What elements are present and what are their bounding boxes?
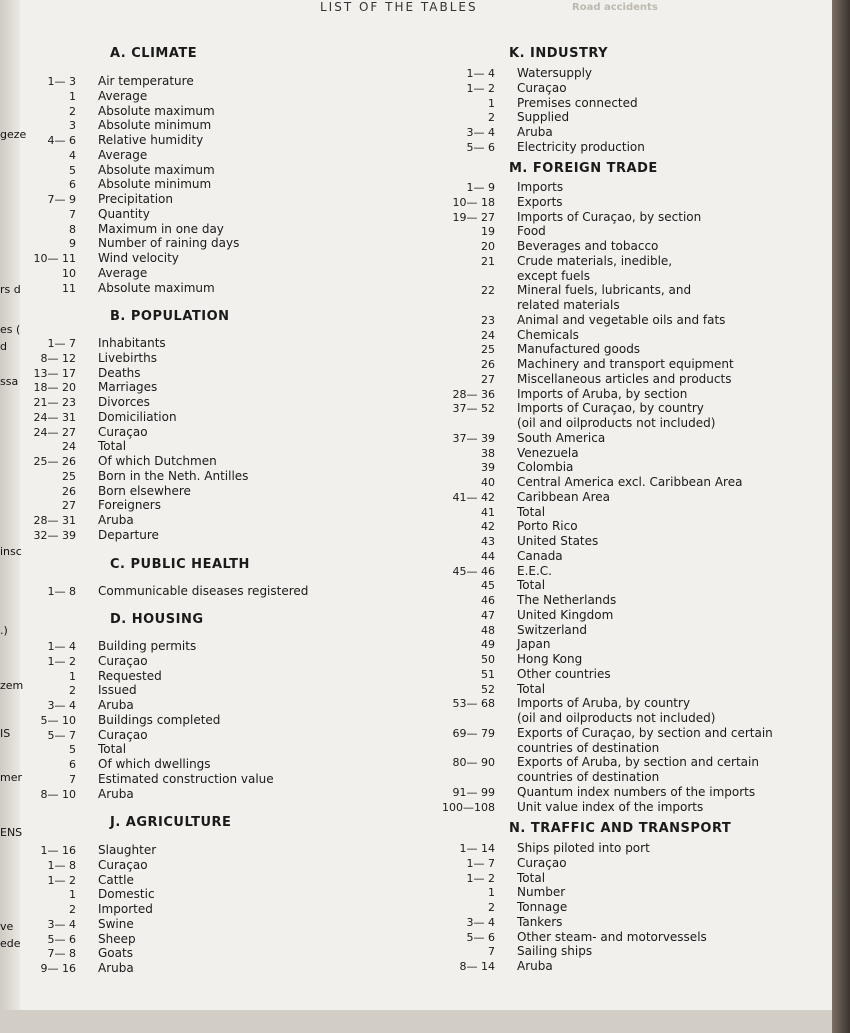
margin-fragment: rs d [0,283,21,296]
section-heading: M. FOREIGN TRADE [509,161,658,176]
table-number: 19 [481,225,495,239]
table-label: Departure [98,527,159,542]
table-label: Total [517,504,546,519]
table-label: Ships piloted into port [517,841,650,855]
margin-fragment: ve [0,920,14,933]
table-label: Estimated construction value [98,771,274,786]
table-label: Curaçao [98,424,148,439]
table-number: 51 [481,667,495,681]
table-number: 80— 90 [452,756,495,770]
table-label: Aruba [98,786,134,801]
table-label: Imports of Curaçao, by country [517,401,704,416]
table-number: 2 [69,104,76,118]
table-number: 45 [481,579,495,593]
table-number: 5— 6 [47,932,76,946]
table-number: 41— 42 [452,490,495,504]
table-label: Total [98,742,127,757]
table-label: Imports of Aruba, by country [517,696,691,711]
table-number: 7 [69,772,76,786]
table-number: 26 [481,358,495,371]
table-number: 1— 4 [47,640,76,653]
table-label: Curaçao [517,80,567,95]
table-number: 1 [488,886,495,900]
margin-fragment: es ( [0,323,21,336]
table-label: Caribbean Area [517,489,611,504]
table-number: 2 [69,903,76,916]
table-label: Supplied [517,110,570,125]
table-number: 37— 52 [452,402,495,416]
table-label: Animal and vegetable oils and fats [517,312,726,327]
table-number: 20 [481,240,495,253]
table-label: Livebirths [98,350,157,365]
table-number: 2 [488,111,495,125]
table-label: Average [98,88,148,103]
table-label: Relative humidity [98,133,204,147]
page-gutter [0,0,23,1010]
table-label: except fuels [517,268,590,283]
section-heading: K. INDUSTRY [509,46,609,61]
table-number: 13— 17 [33,366,76,380]
table-label: Imported [98,902,153,916]
table-label: Miscellaneous articles and products [517,371,732,386]
table-number: 1— 8 [47,585,76,598]
table-number: 47 [481,608,495,622]
table-label: Watersupply [517,66,592,80]
table-number: 6 [69,758,76,771]
table-number: 3— 4 [466,126,495,139]
table-number: 3 [69,119,76,133]
table-label: Absolute maximum [98,162,215,177]
table-label: Average [98,265,148,280]
table-label: Premises connected [517,95,638,110]
table-label: Food [517,224,546,239]
table-label: Of which dwellings [98,757,211,771]
table-label: countries of destination [517,740,660,755]
table-label: Aruba [98,698,134,712]
table-number: 21 [481,254,495,268]
table-number: 25— 26 [33,455,76,468]
table-label: Divorces [98,395,150,409]
table-label: Absolute maximum [98,103,215,118]
table-label: Foreigners [98,498,161,513]
table-label: Aruba [98,513,134,527]
table-number: 1— 16 [40,844,76,857]
table-number: 41 [481,505,495,519]
table-label: Domiciliation [98,409,177,424]
table-number: 8— 14 [459,960,495,973]
margin-fragment: IS [0,727,11,740]
table-number: 10— 11 [33,252,76,265]
table-label: Maximum in one day [98,221,224,236]
table-number: 25 [62,469,76,483]
table-number: 24 [62,440,76,454]
table-number: 3— 4 [466,915,495,929]
table-label: Number [517,885,566,900]
table-number: 37— 39 [452,431,495,445]
table-label: Manufactured goods [517,342,641,357]
table-label: Curaçao [98,727,148,742]
table-number: 1 [69,888,76,902]
table-label: Other steam- and motorvessels [517,929,707,944]
table-number: 23 [481,313,495,327]
table-number: 3— 4 [47,917,76,931]
table-label: Electricity production [517,139,645,154]
table-label: Other countries [517,666,611,681]
table-number: 49 [481,638,495,652]
section-heading: D. HOUSING [110,612,204,627]
margin-fragment: zem [0,679,24,692]
table-number: 5— 6 [466,140,495,154]
table-number: 10 [62,266,76,280]
table-number: 3— 4 [47,699,76,712]
page-title: LIST OF THE TABLES [320,0,478,14]
table-number: 22 [481,284,495,298]
table-label: Imports of Curaçao, by section [517,209,702,224]
table-label: Building permits [98,639,197,653]
table-number: 5 [69,743,76,757]
table-label: Aruba [517,125,553,139]
table-number: 53— 68 [452,697,495,711]
table-number: 1 [69,669,76,683]
table-number: 8— 10 [40,787,76,801]
table-label: Japan [517,637,551,652]
table-number: 100—108 [442,800,495,814]
section-heading: A. CLIMATE [110,46,198,61]
table-label: Air temperature [98,74,194,88]
table-number: 10— 18 [452,195,495,209]
table-number: 69— 79 [452,726,495,740]
table-number: 1— 2 [47,654,76,668]
margin-fragment: mer [0,771,23,784]
table-label: Machinery and transport equipment [517,357,734,371]
table-number: 27 [62,499,76,513]
table-label: Tonnage [517,900,568,914]
table-label: South America [517,430,606,445]
table-number: 1— 2 [466,871,495,885]
table-number: 5— 10 [40,713,76,727]
table-number: 1— 3 [47,75,76,88]
table-label: Mineral fuels, lubricants, and [517,283,692,298]
table-number: 45— 46 [452,564,495,578]
table-number: 91— 99 [452,785,495,799]
table-number: 44 [481,549,495,563]
section-heading: N. TRAFFIC AND TRANSPORT [509,821,732,836]
table-number: 32— 39 [33,528,76,542]
table-number: 42 [481,520,495,534]
table-label: Unit value index of the imports [517,799,704,814]
table-label: Beverages and tobacco [517,239,659,253]
table-number: 1— 4 [466,67,495,80]
table-label: Switzerland [517,622,587,637]
table-number: 24— 31 [33,410,76,424]
table-number: 7 [488,945,495,959]
table-label: Issued [98,683,137,698]
table-number: 7 [69,207,76,221]
table-label: Quantum index numbers of the imports [517,784,756,799]
table-number: 38 [481,446,495,460]
table-number: 1— 8 [47,858,76,872]
table-number: 52 [481,682,495,696]
table-label: Curaçao [98,653,148,668]
table-number: 39 [481,461,495,475]
table-number: 1— 2 [47,873,76,887]
book-binding [832,0,850,1033]
table-number: 1 [69,89,76,103]
table-number: 2 [69,684,76,698]
margin-fragment: geze [0,128,27,141]
table-label: Sheep [98,931,136,946]
table-number: 1— 2 [466,81,495,95]
table-number: 28— 31 [33,514,76,527]
section-heading: J. AGRICULTURE [110,815,232,830]
table-label: Buildings completed [98,712,221,727]
table-label: Swine [98,916,134,931]
table-number: 7— 9 [47,193,76,206]
table-label: Aruba [98,961,134,975]
table-number: 24 [481,328,495,342]
table-label: Born in the Neth. Antilles [98,468,249,483]
table-label: Exports [517,194,563,209]
table-label: Domestic [98,887,155,902]
table-label: United States [517,534,599,548]
table-label: Colombia [517,460,574,475]
table-number: 18— 20 [33,381,76,395]
table-label: Goats [98,946,133,961]
table-number: 21— 23 [33,396,76,409]
table-label: Precipitation [98,192,174,206]
table-label: Porto Rico [517,519,578,534]
table-label: Canada [517,548,563,563]
table-number: 25 [481,343,495,357]
table-number: 4 [69,148,76,162]
table-label: Exports of Aruba, by section and certain [517,755,759,770]
page-bottom-edge [0,1010,832,1033]
section-heading: B. POPULATION [110,309,230,324]
table-label: Total [98,439,127,454]
table-label: Of which Dutchmen [98,454,217,468]
table-number: 9 [69,237,76,251]
margin-fragment: d [0,340,7,353]
table-label: Curaçao [98,857,148,872]
table-label: Wind velocity [98,251,179,265]
table-label: Slaughter [98,843,157,857]
table-number: 50 [481,653,495,666]
table-number: 1— 14 [459,842,495,855]
table-number: 1 [488,96,495,110]
table-number: 27 [481,372,495,386]
table-number: 11 [62,281,76,295]
table-number: 40 [481,476,495,489]
table-label: Number of raining days [98,236,240,251]
table-number: 1— 9 [466,181,495,194]
table-number: 5— 7 [47,728,76,742]
table-label: Deaths [98,365,141,380]
table-label: Communicable diseases registered [98,584,309,598]
table-number: 2 [488,901,495,914]
table-label: Imports [517,180,564,194]
table-label: Chemicals [517,327,579,342]
margin-fragment: ssa [0,375,19,388]
margin-fragment: ede [0,937,21,950]
table-label: Requested [98,668,162,683]
table-label: Absolute minimum [98,177,212,192]
table-label: (oil and oilproducts not included) [517,711,716,725]
table-number: 46 [481,594,495,607]
table-number: 26 [62,484,76,498]
table-number: 1— 7 [47,337,76,350]
table-number: 5— 6 [466,930,495,944]
table-label: United Kingdom [517,607,614,622]
table-number: 4— 6 [47,134,76,147]
table-label: Average [98,147,148,162]
table-label: Born elsewhere [98,483,191,498]
table-label: Hong Kong [517,652,583,666]
table-number: 9— 16 [40,962,76,975]
table-label: Cattle [98,872,134,887]
table-number: 8 [69,222,76,236]
table-label: Total [517,578,546,593]
bleed-through-line: Road accidents [572,2,658,13]
table-label: E.E.C. [517,563,552,578]
table-number: 19— 27 [452,210,495,224]
table-label: Crude materials, inedible, [517,253,673,268]
table-label: Total [517,681,546,696]
table-label: Absolute minimum [98,118,212,133]
table-label: The Netherlands [517,593,617,607]
table-label: countries of destination [517,770,660,784]
table-label: Curaçao [517,855,567,870]
table-label: (oil and oilproducts not included) [517,416,716,430]
table-label: Quantity [98,206,150,221]
section-heading: C. PUBLIC HEALTH [110,557,250,572]
table-label: Imports of Aruba, by section [517,386,688,401]
table-label: Venezuela [517,445,579,460]
table-label: Inhabitants [98,336,166,350]
table-label: Marriages [98,380,158,395]
table-label: Exports of Curaçao, by section and certain [517,725,773,740]
table-label: related materials [517,298,620,312]
table-number: 8— 12 [40,351,76,365]
table-label: Sailing ships [517,944,593,959]
margin-fragment: .) [0,624,8,637]
table-label: Absolute maximum [98,280,215,295]
table-label: Total [517,870,546,885]
table-number: 5 [69,163,76,177]
table-number: 28— 36 [452,387,495,401]
margin-fragment: ENS [0,826,23,839]
table-number: 1— 7 [466,856,495,870]
table-number: 6 [69,178,76,192]
table-label: Tankers [517,914,563,929]
bleed-through-text [572,2,658,13]
table-label: Central America excl. Caribbean Area [517,475,743,489]
table-number: 7— 8 [47,947,76,961]
margin-fragment: insc [0,545,22,558]
table-number: 48 [481,623,495,637]
table-number: 24— 27 [33,425,76,439]
table-number: 43 [481,535,495,548]
table-label: Aruba [517,959,553,973]
